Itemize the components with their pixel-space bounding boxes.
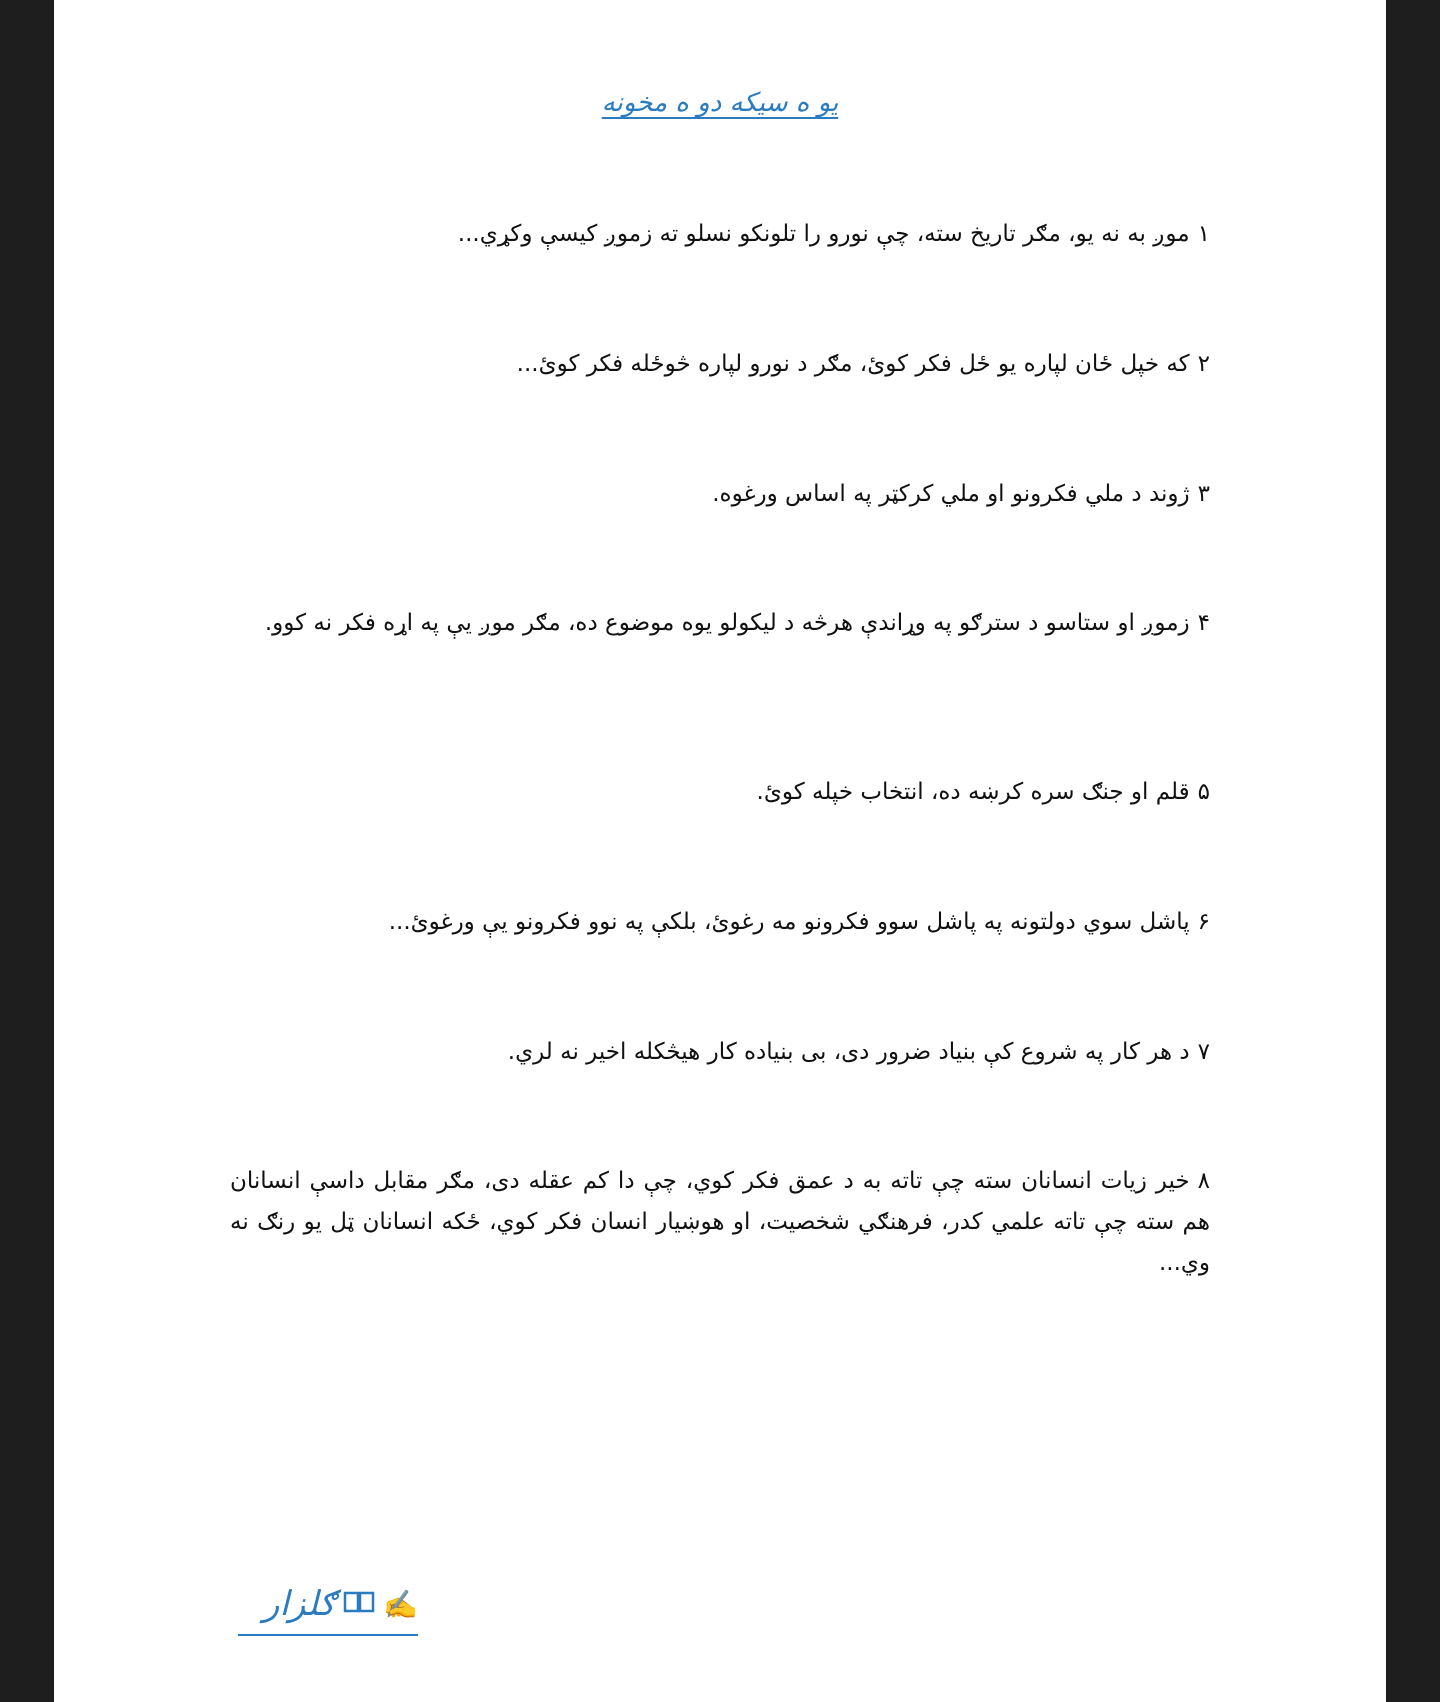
item-text: موږ به نه يو، مګر تاريخ سته، چې نورو را تلونکو نسلو ته زموږ کيسې وکړي... — [457, 221, 1190, 247]
pen-hand-icon: ✍ — [383, 1587, 418, 1621]
list-item — [230, 902, 1210, 943]
item-text: که خپل ځان لپاره يو ځل فکر کوئ، مګر د نورو لپاره څوځله فکر کوئ... — [516, 351, 1190, 377]
item-text: زموږ او ستاسو د سترګو په وړاندې هرڅه د ليکولو يوه موضوع ده، مګر موږ يې په اړه فکر نه کوو. — [264, 610, 1190, 636]
item-number: ٧ — [1197, 1039, 1210, 1065]
item-number: ١ — [1197, 221, 1210, 247]
item-number: ٣ — [1197, 481, 1210, 507]
list-item — [230, 474, 1210, 515]
item-number: ٢ — [1197, 351, 1210, 377]
item-number: ۵ — [1197, 779, 1210, 805]
item-number: ۴ — [1197, 610, 1210, 636]
item-number: ۶ — [1197, 909, 1210, 935]
item-text: پاشل سوي دولتونه په پاشل سوو فکرونو مه رغوئ، بلکې په نوو فکرونو يې ورغوئ... — [388, 909, 1190, 935]
signature-name: ګلزار — [263, 1584, 336, 1624]
signature — [238, 1574, 418, 1636]
document-title: يو ه سيكه دو ه مخونه — [601, 88, 839, 118]
document-page — [54, 0, 1386, 1702]
list-item — [230, 344, 1210, 385]
item-text: د هر کار په شروع کې بنياد ضرور دی، بی بنياده کار هيڅکله اخير نه لري. — [507, 1039, 1190, 1065]
item-text: خير زيات انسانان سته چې تاته به د عمق فکر کوي، چې دا کم عقله دی، مګر مقابل داسې انسانان هم سته چې تاته علمي کدر، فرهنګي شخصيت، او هوښيار انسان فکر کوي، ځکه انسانان ټل يو رنګ نه وي... — [230, 1168, 1210, 1276]
list-item — [230, 1032, 1210, 1073]
list-item — [230, 1161, 1210, 1284]
item-text: ژوند د ملي فکرونو او ملي کرکټر په اساس ورغوه. — [712, 481, 1190, 507]
open-book-icon — [343, 1588, 375, 1621]
item-text: قلم او جنګ سره کرښه ده، انتخاب خپله کوئ. — [756, 779, 1190, 805]
item-number: ٨ — [1197, 1168, 1210, 1194]
list-item — [230, 214, 1210, 255]
list-item — [230, 772, 1210, 813]
list-item — [230, 603, 1210, 644]
